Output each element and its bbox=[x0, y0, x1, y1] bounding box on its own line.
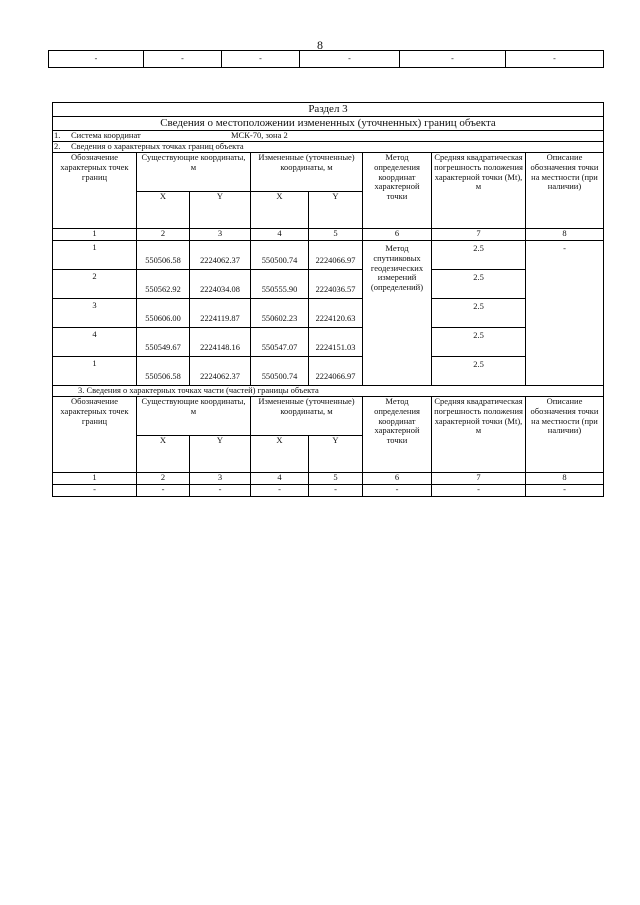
changed-x: 550547.07 bbox=[251, 328, 309, 357]
existing-y: 2224062.37 bbox=[190, 357, 251, 386]
existing-y: 2224119.87 bbox=[190, 299, 251, 328]
header-designation: Обозначение характерных точек границ bbox=[53, 153, 137, 229]
column-number: 6 bbox=[363, 229, 432, 241]
existing-y: 2224148.16 bbox=[190, 328, 251, 357]
precision-value: 2.5 bbox=[432, 270, 526, 299]
existing-x: 550562.92 bbox=[137, 270, 190, 299]
point-label: 1 bbox=[53, 241, 137, 270]
header-designation: Обозначение характерных точек границ bbox=[53, 397, 137, 473]
column-number: 4 bbox=[251, 229, 309, 241]
header-method: Метод определения координат характерной точки bbox=[363, 153, 432, 229]
empty-cell: - bbox=[251, 485, 309, 497]
precision-value: 2.5 bbox=[432, 241, 526, 270]
header-precision: Средняя квадратическая погрешность положения характерной точки (Mt), м bbox=[432, 397, 526, 473]
empty-cell: - bbox=[53, 485, 137, 497]
existing-y: 2224034.08 bbox=[190, 270, 251, 299]
header-x: X bbox=[137, 436, 190, 473]
header-description: Описание обозначения точки на местности (при наличии) bbox=[526, 153, 604, 229]
precision-value: 2.5 bbox=[432, 357, 526, 386]
column-number: 7 bbox=[432, 473, 526, 485]
section-title: Раздел 3 bbox=[53, 103, 604, 117]
existing-y: 2224062.37 bbox=[190, 241, 251, 270]
continuation-table bbox=[48, 50, 604, 68]
coord-system-row bbox=[53, 131, 604, 142]
existing-x: 550549.67 bbox=[137, 328, 190, 357]
coord-system-num: 1. bbox=[54, 130, 61, 140]
column-number: 6 bbox=[363, 473, 432, 485]
changed-x: 550602.23 bbox=[251, 299, 309, 328]
column-number: 2 bbox=[137, 229, 190, 241]
table-row bbox=[53, 270, 604, 299]
changed-y: 2224120.63 bbox=[309, 299, 363, 328]
empty-cell: - bbox=[137, 485, 190, 497]
header-y: Y bbox=[190, 192, 251, 229]
column-number: 7 bbox=[432, 229, 526, 241]
column-number: 5 bbox=[309, 229, 363, 241]
existing-x: 550506.58 bbox=[137, 241, 190, 270]
table-row bbox=[53, 299, 604, 328]
column-number: 3 bbox=[190, 229, 251, 241]
header-y: Y bbox=[309, 436, 363, 473]
coord-system-value: МСК-70, зона 2 bbox=[231, 130, 288, 140]
existing-x: 550606.00 bbox=[137, 299, 190, 328]
page-number: 8 bbox=[317, 38, 323, 52]
point-label: 2 bbox=[53, 270, 137, 299]
empty-cell: - bbox=[190, 485, 251, 497]
header-existing: Существующие координаты, м bbox=[137, 153, 251, 192]
changed-y: 2224066.97 bbox=[309, 241, 363, 270]
header-y: Y bbox=[190, 436, 251, 473]
header-changed: Измененные (уточненные) координаты, м bbox=[251, 153, 363, 192]
header-existing: Существующие координаты, м bbox=[137, 397, 251, 436]
continuation-cell: - bbox=[506, 51, 604, 68]
precision-value: 2.5 bbox=[432, 328, 526, 357]
empty-cell: - bbox=[363, 485, 432, 497]
table-row bbox=[53, 328, 604, 357]
changed-y: 2224066.97 bbox=[309, 357, 363, 386]
changed-x: 550500.74 bbox=[251, 357, 309, 386]
column-number: 3 bbox=[190, 473, 251, 485]
table-row bbox=[53, 485, 604, 497]
header-y: Y bbox=[309, 192, 363, 229]
empty-cell: - bbox=[432, 485, 526, 497]
changed-x: 550500.74 bbox=[251, 241, 309, 270]
continuation-cell: - bbox=[300, 51, 400, 68]
header-x: X bbox=[137, 192, 190, 229]
continuation-cell: - bbox=[144, 51, 222, 68]
column-number: 1 bbox=[53, 229, 137, 241]
precision-value: 2.5 bbox=[432, 299, 526, 328]
header-precision: Средняя квадратическая погрешность положения характерной точки (Mt), м bbox=[432, 153, 526, 229]
header-x: X bbox=[251, 436, 309, 473]
continuation-cell: - bbox=[400, 51, 506, 68]
char-points-heading bbox=[53, 142, 604, 153]
description-cell: - bbox=[526, 241, 604, 386]
header-changed: Измененные (уточненные) координаты, м bbox=[251, 397, 363, 436]
existing-x: 550506.58 bbox=[137, 357, 190, 386]
point-label: 4 bbox=[53, 328, 137, 357]
point-label: 1 bbox=[53, 357, 137, 386]
column-number: 4 bbox=[251, 473, 309, 485]
empty-cell: - bbox=[526, 485, 604, 497]
char-points-num: 2. bbox=[54, 141, 61, 151]
header-description: Описание обозначения точки на местности (при наличии) bbox=[526, 397, 604, 473]
table-row bbox=[53, 241, 604, 270]
part-points-heading: 3. Сведения о характерных точках части (частей) границы объекта bbox=[53, 386, 604, 397]
section-3-table bbox=[52, 102, 604, 497]
char-points-label: Сведения о характерных точках границ объекта bbox=[71, 141, 244, 151]
header-x: X bbox=[251, 192, 309, 229]
empty-cell: - bbox=[309, 485, 363, 497]
point-label: 3 bbox=[53, 299, 137, 328]
changed-y: 2224036.57 bbox=[309, 270, 363, 299]
section-subtitle: Сведения о местоположении измененных (уточненных) границ объекта bbox=[53, 117, 604, 131]
column-number: 5 bbox=[309, 473, 363, 485]
changed-y: 2224151.03 bbox=[309, 328, 363, 357]
continuation-cell: - bbox=[49, 51, 144, 68]
table-row bbox=[53, 357, 604, 386]
column-number: 8 bbox=[526, 229, 604, 241]
continuation-cell: - bbox=[222, 51, 300, 68]
changed-x: 550555.90 bbox=[251, 270, 309, 299]
column-number: 2 bbox=[137, 473, 190, 485]
header-method: Метод определения координат характерной точки bbox=[363, 397, 432, 473]
column-number: 8 bbox=[526, 473, 604, 485]
coord-system-label: Система координат bbox=[71, 130, 141, 140]
method-cell: Метод спутниковых геодезических измерений (определений) bbox=[363, 241, 432, 386]
column-number: 1 bbox=[53, 473, 137, 485]
